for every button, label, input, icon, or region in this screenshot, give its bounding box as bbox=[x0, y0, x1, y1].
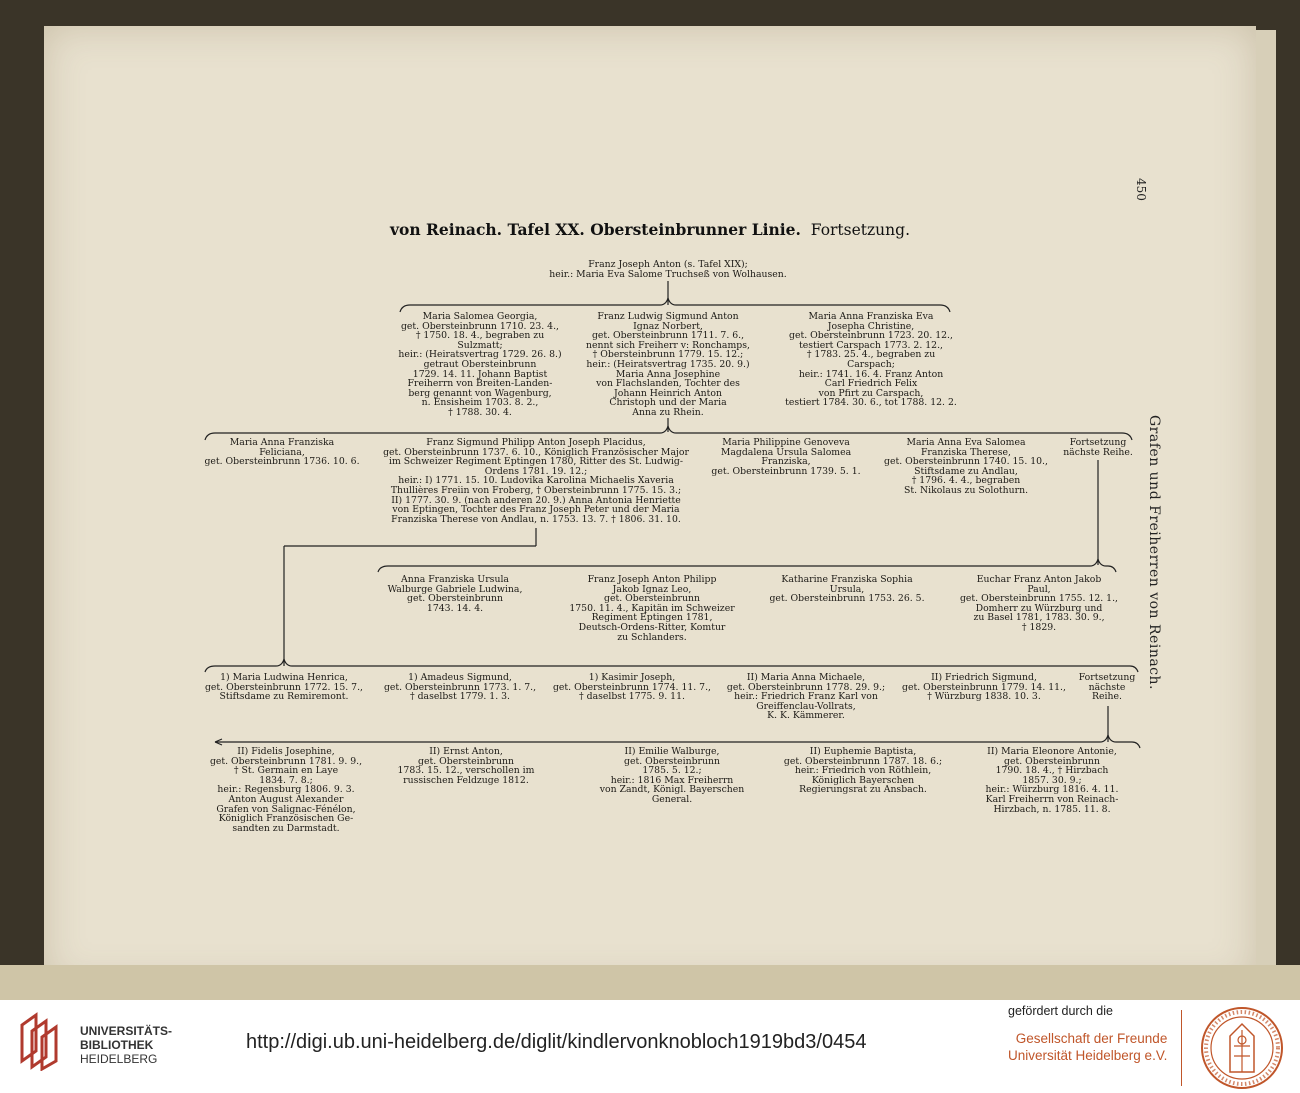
gen3-entry: Maria Anna Eva Salomea Franziska Therese, get. Obersteinbrunn 1740. 15. 10., Stiftsdame zu Andlau, † 1796. 4. 4., begraben St. Nikolaus zu Solothurn. bbox=[884, 437, 1048, 496]
gen4-entry: Euchar Franz Anton Jakob Paul, get. Obersteinbrunn 1755. 12. 1., Domherr zu Würzburg und zu Basel 1781, 1783. 30. 9., † 1829. bbox=[959, 574, 1119, 633]
gen4-entry: Katharine Franziska Sophia Ursula, get. Obersteinbrunn 1753. 26. 5. bbox=[769, 574, 925, 605]
gen4-entry: Franz Joseph Anton Philipp Jakob Ignaz Leo, get. Obersteinbrunn 1750. 11. 4., Kapitän im Schweizer Regiment Eptingen 1781, Deutsch-Ordens-Ritter, Komtur zu Schlanders. bbox=[569, 574, 735, 643]
gen3-entry: Franz Sigmund Philipp Anton Joseph Placidus, get. Obersteinbrunn 1737. 6. 10., Königlich Französischer Major im Schweizer Regiment Eptingen 1780, Ritter des St. Ludwig- Ordens 1781. 19. 12.; heir.: I) 1771. 15. 10. Ludovika Karolina Michaelis Xaveria Thullières Freiin von Froberg, † Obersteinbrunn 1775. 15. 3.; II) 1777. 30. 9. (nach anderen 20. 9.) Anna Antonia Henriette von Eptingen, Tochter des Franz Joseph Peter und der Maria Franziska Therese von Andlau, n. 1753. 13. 7. † 1806. 31. 10. bbox=[383, 437, 689, 525]
bracket bbox=[205, 659, 1138, 672]
page-number: 450 bbox=[1134, 178, 1148, 201]
gen5b-entry: II) Emilie Walburge, get. Obersteinbrunn 1785. 5. 12.; heir.: 1816 Max Freiherrn von Zandt, Königl. Bayerschen General. bbox=[599, 746, 745, 805]
gen5b-entry: II) Euphemie Baptista, get. Obersteinbrunn 1787. 18. 6.; heir.: Friedrich von Röthlein, Königlich Bayerschen Regierungsrat zu Ansbach. bbox=[783, 746, 943, 796]
gen5-entry: 1) Amadeus Sigmund, get. Obersteinbrunn 1773. 1. 7., † daselbst 1779. 1. 3. bbox=[383, 672, 537, 703]
title-main: von Reinach. Tafel XX. Obersteinbrunner Linie. bbox=[390, 220, 801, 239]
gen5-entry: 1) Maria Ludwina Henrica, get. Obersteinbrunn 1772. 15. 7., Stiftsdame zu Remiremont. bbox=[204, 672, 364, 703]
gen5b-entry: II) Fidelis Josephine, get. Obersteinbrunn 1781. 9. 9., † St. Germain en Laye 1834. 7. 8.; heir.: Regensburg 1806. 9. 3. Anton August Alexander Grafen von Salignac-Fénélon, Königlich Französischen Ge- sandten zu Darmstadt. bbox=[209, 746, 363, 834]
footer-divider bbox=[1181, 1010, 1182, 1086]
gen5b-entry: II) Ernst Anton, get. Obersteinbrunn 1783. 15. 12., verschollen im russischen Feldzuge 1812. bbox=[397, 746, 535, 786]
library-logo-icon[interactable] bbox=[14, 1011, 72, 1071]
gen5-entry: II) Maria Anna Michaele, get. Obersteinbrunn 1778. 29. 9.; heir.: Friedrich Franz Karl von Greiffenclau-Vollrats, K. K. Kämmerer. bbox=[726, 672, 886, 722]
gen3-entry: Maria Philippine Genoveva Magdalena Ursula Salomea Franziska, get. Obersteinbrunn 1739. 5. 1. bbox=[711, 437, 861, 477]
title-continuation: Fortsetzung. bbox=[810, 221, 910, 239]
side-running-title: Grafen und Freiherren von Reinach. bbox=[1146, 415, 1162, 690]
library-line-1: UNIVERSITÄTS- bbox=[80, 1024, 173, 1038]
university-seal-icon[interactable] bbox=[1200, 1006, 1284, 1090]
permalink-url[interactable]: http://digi.ub.uni-heidelberg.de/diglit/kindlervonknobloch1919bd3/0454 bbox=[246, 1031, 867, 1053]
gen4-entry: Anna Franziska Ursula Walburge Gabriele Ludwina, get. Obersteinbrunn 1743. 14. 4. bbox=[387, 574, 523, 614]
continuation-note: Fortsetzung nächste Reihe. bbox=[1078, 672, 1136, 703]
gen5-entry: II) Friedrich Sigmund, get. Obersteinbrunn 1779. 14. 11., † Würzburg 1838. 10. 3. bbox=[902, 672, 1066, 703]
library-line-2: BIBLIOTHEK bbox=[80, 1038, 154, 1052]
sponsor-line-1: Gesellschaft der Freunde bbox=[1015, 1031, 1168, 1046]
gen5-entry: 1) Kasimir Joseph, get. Obersteinbrunn 1774. 11. 7., † daselbst 1775. 9. 11. bbox=[552, 672, 712, 703]
library-name[interactable] bbox=[80, 1024, 172, 1066]
gen2-entry: Franz Ludwig Sigmund Anton Ignaz Norbert, get. Obersteinbrunn 1711. 7. 6., nennt sich Freiherr v: Ronchamps, † Obersteinbrunn 1779. 15. 12.; heir.: (Heiratsvertrag 1735. 20. 9.) Maria Anna Josephine von Flachslanden, Tochter des Johann Heinrich Anton Christoph und der Maria Anna zu Rhein. bbox=[586, 311, 750, 418]
bracket bbox=[400, 298, 950, 312]
gen5b-entry: II) Maria Eleonore Antonie, get. Obersteinbrunn 1790. 18. 4., † Hirzbach 1857. 30. 9.; heir.: Würzburg 1816. 4. 11. Karl Freiherrn von Reinach- Hirzbach, n. 1785. 11. 8. bbox=[985, 746, 1119, 815]
gen2-entry: Maria Anna Franziska Eva Josepha Christine, get. Obersteinbrunn 1723. 20. 12., testiert Carspach 1773. 2. 12., † 1783. 25. 4., begraben zu Carspach; heir.: 1741. 16. 4. Franz Anton Carl Friedrich Felix von Pfirt zu Carspach, testiert 1784. 30. 6., tot 1788. 12. 2. bbox=[785, 311, 957, 409]
continuation-note: Fortsetzung nächste Reihe. bbox=[1063, 437, 1133, 458]
sponsor-intro: gefördert durch die bbox=[1008, 1004, 1113, 1018]
sponsor-line-2: Universität Heidelberg e.V. bbox=[1008, 1048, 1168, 1063]
root-person: Franz Joseph Anton (s. Tafel XIX); heir.: Maria Eva Salome Truchseß von Wolhausen. bbox=[549, 259, 787, 280]
library-line-3: HEIDELBERG bbox=[80, 1052, 158, 1066]
gen3-entry: Maria Anna Franziska Feliciana, get. Obersteinbrunn 1736. 10. 6. bbox=[204, 437, 360, 468]
gen2-entry: Maria Salomea Georgia, get. Obersteinbrunn 1710. 23. 4., † 1750. 18. 4., begraben zu Sulzmatt; heir.: (Heiratsvertrag 1729. 26. 8.) getraut Obersteinbrunn 1729. 14. 11. Johann Baptist Freiherrn von Breiten-Landen- berg genannt von Wagenburg, n. Ensisheim 1703. 8. 2., † 1788. 30. 4. bbox=[398, 311, 562, 418]
bracket bbox=[378, 559, 1116, 572]
sponsor-name[interactable] bbox=[1008, 1030, 1167, 1064]
